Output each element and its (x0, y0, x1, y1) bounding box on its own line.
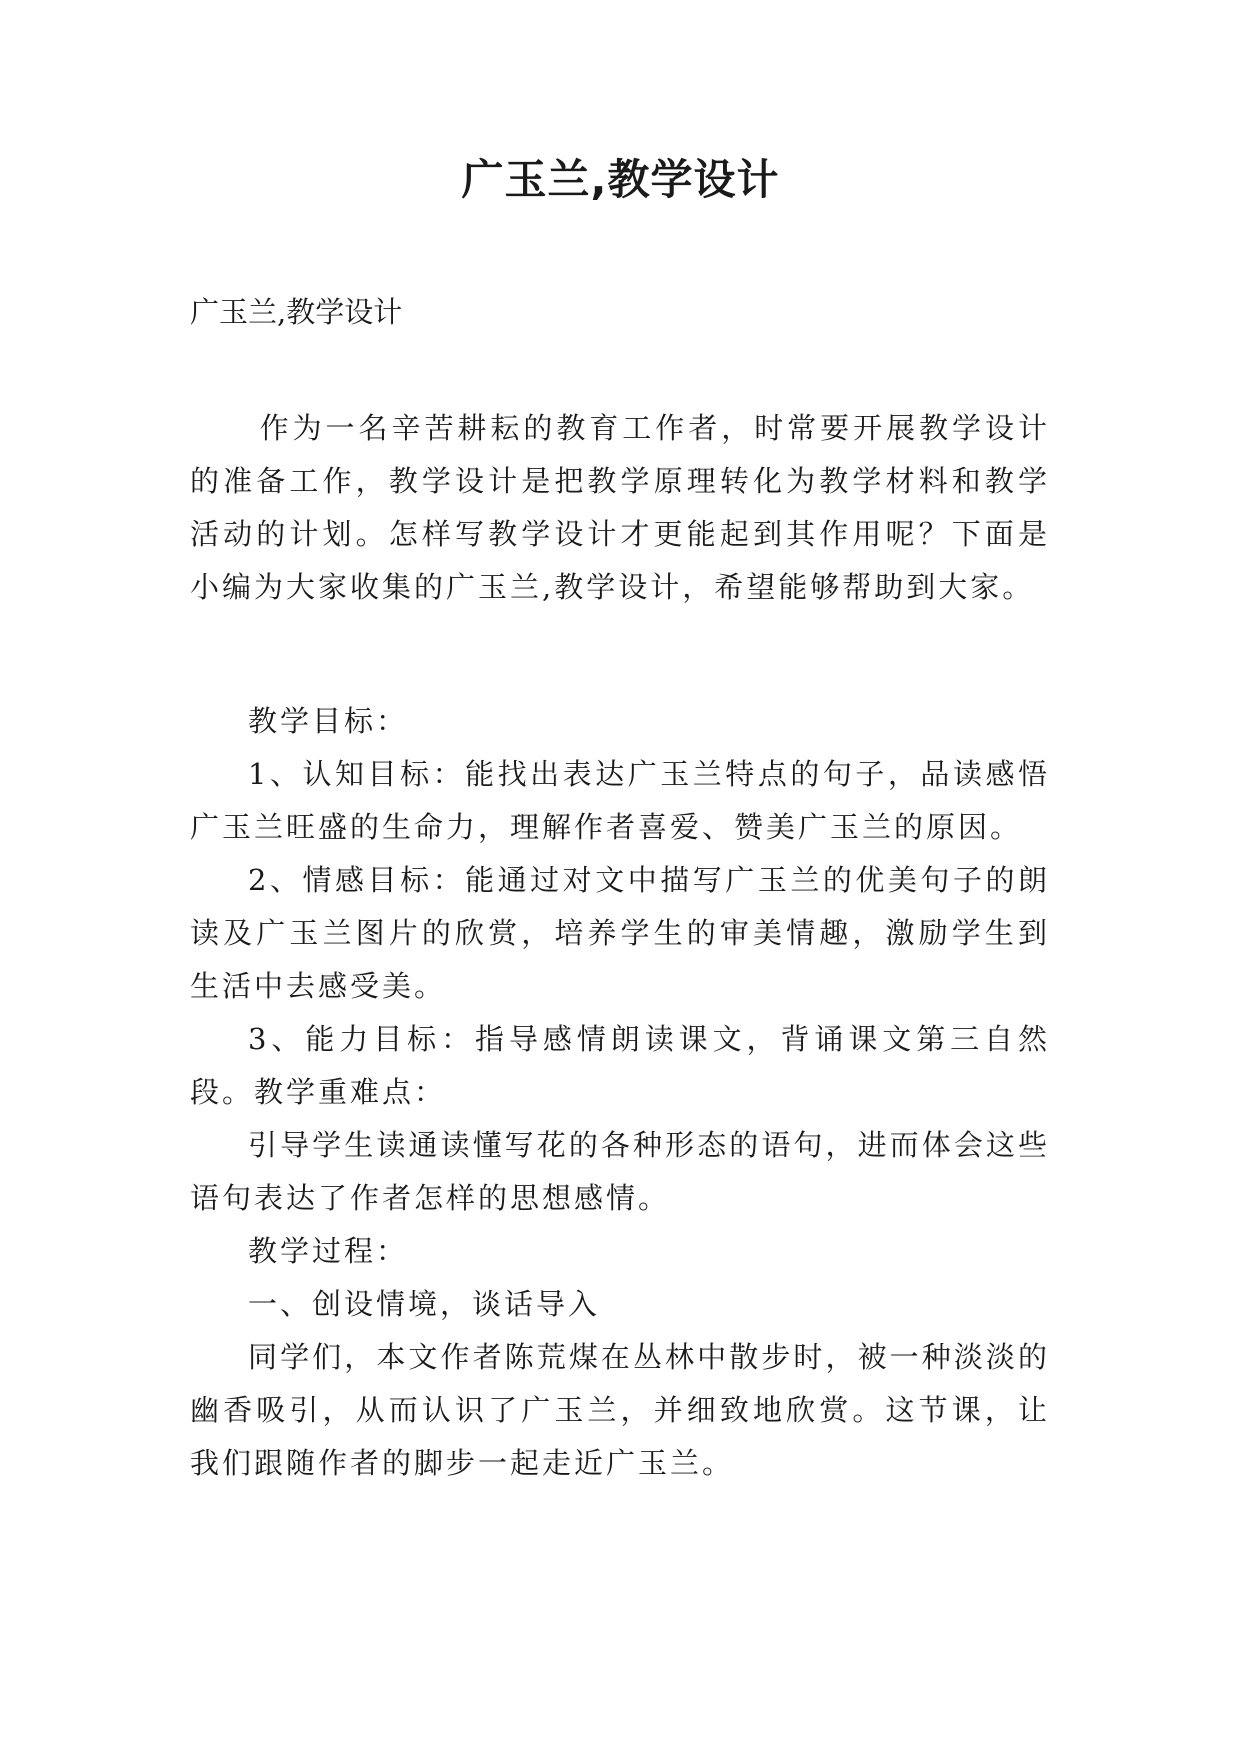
paragraph-ability-objective: 3、能力目标：指导感情朗读课文，背诵课文第三自然段。教学重难点： (190, 1022, 1050, 1109)
paragraph-cognitive-objective: 1、认知目标：能找出表达广玉兰特点的句子，品读感悟广玉兰旺盛的生命力，理解作者喜爱、赞美广玉兰的原因。 (190, 757, 1050, 844)
paragraph-objectives-heading: 教学目标： (248, 704, 409, 738)
main-content (190, 695, 1050, 1490)
document-title: 广玉兰,教学设计 (461, 155, 780, 204)
intro-section (190, 402, 1050, 614)
paragraph-process-heading: 教学过程： (248, 1234, 409, 1268)
paragraph-emotional-objective: 2、情感目标：能通过对文中描写广玉兰的优美句子的朗读及广玉兰图片的欣赏，培养学生的审美情趣，激励学生到生活中去感受美。 (190, 863, 1050, 1003)
paragraph-step-one-body: 同学们，本文作者陈荒煤在丛林中散步时，被一种淡淡的幽香吸引，从而认识了广玉兰，并细致地欣赏。这节课，让我们跟随作者的脚步一起走近广玉兰。 (190, 1340, 1050, 1480)
paragraph-step-one-heading: 一、创设情境，谈话导入 (248, 1287, 601, 1321)
paragraph-key-points: 引导学生读通读懂写花的各种形态的语句，进而体会这些语句表达了作者怎样的思想感情。 (190, 1128, 1050, 1215)
document-subtitle: 广玉兰,教学设计 (190, 295, 403, 329)
intro-paragraph: 作为一名辛苦耕耘的教育工作者，时常要开展教学设计的准备工作，教学设计是把教学原理转化为教学材料和教学活动的计划。怎样写教学设计才更能起到其作用呢？下面是小编为大家收集的广玉兰,教学设计，希望能够帮助到大家。 (190, 411, 1050, 604)
